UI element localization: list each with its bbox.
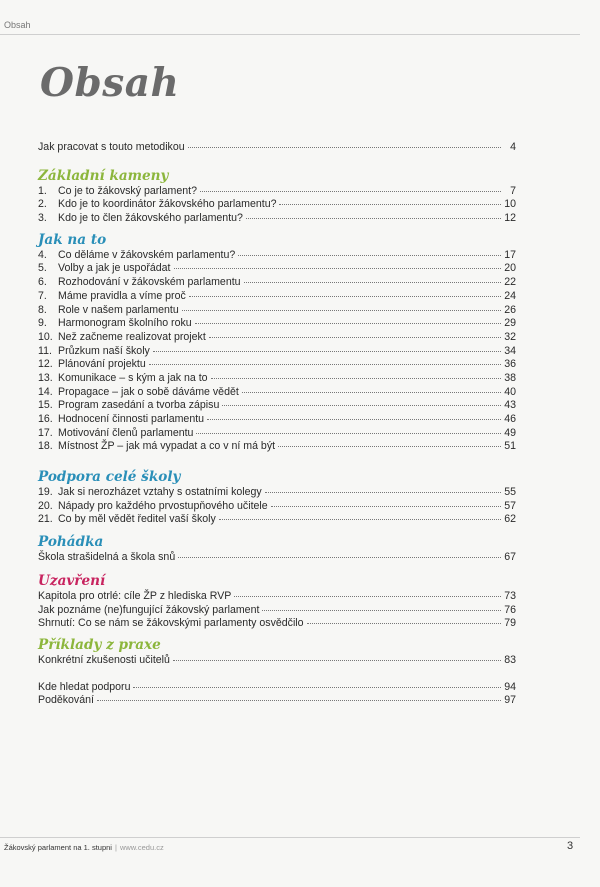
- dot-leader: [178, 557, 501, 558]
- toc-entry[interactable]: [38, 304, 516, 318]
- header-divider: [0, 34, 580, 35]
- toc-entry-page: 79: [504, 617, 516, 630]
- toc-entry-page: 7: [510, 184, 516, 197]
- toc-entry[interactable]: [38, 331, 516, 345]
- toc-entry-page: 97: [504, 694, 516, 707]
- dot-leader: [211, 378, 501, 379]
- running-head: Obsah: [4, 20, 31, 30]
- toc-entry-label: Jak si nerozházet vztahy s ostatními kolegy: [58, 486, 262, 499]
- dot-leader: [174, 268, 502, 269]
- dot-leader: [279, 204, 501, 205]
- toc-entry-label: Rozhodování v žákovském parlamentu: [58, 276, 241, 289]
- toc-entry-label: Jak poznáme (ne)fungující žákovský parlament: [38, 603, 260, 616]
- section-list-priklady: [38, 654, 516, 668]
- dot-leader: [265, 492, 501, 493]
- toc-entry-page: 34: [504, 344, 516, 357]
- toc-entry-page: 40: [504, 385, 516, 398]
- toc-entry-page: 49: [504, 426, 516, 439]
- section-heading-podpora: Podpora celé školy: [38, 469, 181, 486]
- toc-entry-page: 62: [504, 513, 516, 526]
- toc-entry-label: Motivování členů parlamentu: [58, 426, 194, 439]
- toc-entry-number: 18.: [38, 440, 53, 453]
- toc-entry-label: Škola strašidelná a škola snů: [38, 551, 176, 564]
- toc-entry[interactable]: [38, 262, 516, 276]
- toc-entry-label: Než začneme realizovat projekt: [58, 330, 206, 343]
- toc-entry-number: 8.: [38, 303, 47, 316]
- toc-entry-number: 17.: [38, 426, 53, 439]
- toc-entry[interactable]: [38, 290, 516, 304]
- toc-entry[interactable]: [38, 317, 516, 331]
- toc-entry-number: 3.: [38, 212, 47, 225]
- toc-entry-page: 67: [504, 551, 516, 564]
- section-heading-jak-na-to: Jak na to: [38, 231, 107, 248]
- dot-leader: [271, 506, 501, 507]
- dot-leader: [262, 610, 501, 611]
- section-heading-pohadka: Pohádka: [38, 534, 104, 551]
- toc-entry[interactable]: [38, 276, 516, 290]
- dot-leader: [242, 392, 501, 393]
- toc-entry-number: 13.: [38, 371, 53, 384]
- toc-entry-label: Plánování projektu: [58, 358, 146, 371]
- page-number: 3: [567, 840, 574, 852]
- dot-leader: [153, 351, 501, 352]
- toc-entry[interactable]: [38, 413, 516, 427]
- toc-entry-label: Shrnutí: Co se nám se žákovskými parlamenty osvědčilo: [38, 617, 304, 630]
- dot-leader: [97, 700, 501, 701]
- toc-entry-label: Průzkum naší školy: [58, 344, 150, 357]
- toc-entry-label: Program zasedání a tvorba zápisu: [58, 399, 220, 412]
- dot-leader: [207, 419, 501, 420]
- section-list-zakladni-kameny: [38, 185, 516, 226]
- toc-entry-number: 10.: [38, 330, 53, 343]
- toc-entry-label: Volby a jak je uspořádat: [58, 262, 171, 275]
- toc-entry-page: 24: [504, 289, 516, 302]
- dot-leader: [200, 191, 501, 192]
- dot-leader: [234, 596, 501, 597]
- toc-entry-label: Co by měl vědět ředitel vaší školy: [58, 513, 216, 526]
- toc-entry-page: 76: [504, 603, 516, 616]
- toc-entry-number: 1.: [38, 184, 47, 197]
- section-list-pohadka: [38, 551, 516, 565]
- footer-divider: [0, 837, 580, 838]
- dot-leader: [244, 282, 501, 283]
- toc-entry[interactable]: [38, 513, 516, 527]
- dot-leader: [182, 310, 501, 311]
- toc-entry-number: 5.: [38, 262, 47, 275]
- toc-entry-page: 32: [504, 330, 516, 343]
- dot-leader: [238, 255, 501, 256]
- dot-leader: [278, 446, 501, 447]
- toc-entry-number: 7.: [38, 289, 47, 302]
- toc-entry-label: Kdo je to koordinátor žákovského parlamentu?: [58, 198, 277, 211]
- toc-entry-label: Kapitola pro otrlé: cíle ŽP z hlediska RVP: [38, 589, 232, 602]
- toc-entry-page: 36: [504, 358, 516, 371]
- toc-entry[interactable]: [38, 654, 516, 668]
- dot-leader: [219, 519, 501, 520]
- toc-entry[interactable]: [38, 500, 516, 514]
- closing-list: [38, 681, 516, 708]
- footer-url[interactable]: www.cedu.cz: [119, 843, 164, 852]
- toc-entry-label: Kde hledat podporu: [38, 680, 131, 693]
- dot-leader: [196, 433, 501, 434]
- toc-entry-page: 38: [504, 371, 516, 384]
- toc-entry-label: Kdo je to člen žákovského parlamentu?: [58, 212, 243, 225]
- toc-entry[interactable]: [38, 486, 516, 500]
- toc-entry-number: 9.: [38, 317, 47, 330]
- toc-entry-page: 55: [504, 486, 516, 499]
- toc-entry-label: Poděkování: [38, 694, 94, 707]
- toc-entry-label: Máme pravidla a víme proč: [58, 289, 186, 302]
- section-list-uzavreni: [38, 590, 516, 631]
- dot-leader: [133, 687, 501, 688]
- toc-entry-page: 83: [504, 653, 516, 666]
- toc-entry-page: 57: [504, 499, 516, 512]
- toc-entry-intro[interactable]: [38, 141, 516, 155]
- toc-entry[interactable]: [38, 551, 516, 565]
- toc-entry-page: 73: [504, 589, 516, 602]
- toc-entry-page: 4: [510, 141, 516, 153]
- toc-entry[interactable]: [38, 212, 516, 226]
- toc-entry-label: Místnost ŽP – jak má vypadat a co v ní má být: [58, 440, 276, 453]
- toc-entry[interactable]: [38, 386, 516, 400]
- toc-entry-number: 16.: [38, 413, 53, 425]
- toc-entry[interactable]: [38, 345, 516, 359]
- section-heading-uzavreni: Uzavření: [38, 572, 106, 589]
- dot-leader: [209, 337, 501, 338]
- toc-entry-number: 6.: [38, 276, 47, 289]
- section-list-jak-na-to: [38, 249, 516, 454]
- toc-entry-label: Nápady pro každého prvostupňového učitele: [58, 499, 268, 512]
- toc-entry-page: 51: [504, 440, 516, 453]
- toc-entry-number: 21.: [38, 513, 53, 526]
- toc-entry-label: Hodnocení činnosti parlamentu: [58, 413, 205, 425]
- toc-entry[interactable]: [38, 617, 516, 631]
- toc-entry-page: 17: [504, 248, 516, 261]
- toc-entry[interactable]: [38, 427, 516, 441]
- page-title: Obsah: [40, 60, 180, 106]
- toc-entry[interactable]: [38, 399, 516, 413]
- toc-entry[interactable]: [38, 358, 516, 372]
- toc-entry-label: Role v našem parlamentu: [58, 303, 179, 316]
- toc-entry[interactable]: [38, 681, 516, 695]
- footer: [4, 843, 164, 852]
- toc-entry[interactable]: [38, 372, 516, 386]
- footer-separator: |: [114, 843, 117, 852]
- toc-entry-page: 29: [504, 317, 516, 330]
- toc-entry[interactable]: [38, 185, 516, 199]
- toc-entry-number: 12.: [38, 358, 53, 371]
- toc-entry-page: 12: [504, 212, 516, 225]
- toc-entry-page: 20: [504, 262, 516, 275]
- toc-entry-number: 15.: [38, 399, 53, 412]
- toc-entry-label: Harmonogram školního roku: [58, 317, 192, 330]
- toc-entry-label: Co děláme v žákovském parlamentu?: [58, 248, 236, 261]
- dot-leader: [149, 364, 501, 365]
- section-list-podpora: [38, 486, 516, 527]
- dot-leader: [173, 660, 501, 661]
- toc-entry-page: 26: [504, 303, 516, 316]
- toc-entry-label: Co je to žákovský parlament?: [58, 184, 197, 197]
- toc-entry[interactable]: [38, 198, 516, 212]
- toc-entry[interactable]: [38, 590, 516, 604]
- section-heading-priklady: Příklady z praxe: [38, 636, 161, 653]
- dot-leader: [307, 623, 501, 624]
- toc-entry-number: 2.: [38, 198, 47, 211]
- dot-leader: [222, 405, 501, 406]
- toc-entry-number: 11.: [38, 344, 52, 357]
- toc-entry-page: 46: [504, 413, 516, 425]
- table-of-contents: [38, 141, 516, 708]
- toc-entry[interactable]: [38, 249, 516, 263]
- toc-entry-number: 20.: [38, 499, 53, 512]
- toc-entry-page: 10: [504, 198, 516, 211]
- toc-entry[interactable]: [38, 440, 516, 454]
- toc-entry-page: 43: [504, 399, 516, 412]
- toc-entry-number: 14.: [38, 385, 53, 398]
- toc-entry[interactable]: [38, 694, 516, 708]
- section-heading-zakladni-kameny: Základní kameny: [38, 167, 169, 184]
- toc-entry[interactable]: [38, 604, 516, 618]
- toc-entry-label: Jak pracovat s touto metodikou: [38, 141, 185, 153]
- toc-entry-label: Konkrétní zkušenosti učitelů: [38, 653, 170, 666]
- toc-entry-label: Komunikace – s kým a jak na to: [58, 371, 208, 384]
- dot-leader: [188, 147, 501, 148]
- toc-entry-page: 22: [504, 276, 516, 289]
- footer-title: Žákovský parlament na 1. stupni: [4, 843, 112, 852]
- toc-entry-page: 94: [504, 680, 516, 693]
- dot-leader: [246, 218, 501, 219]
- dot-leader: [189, 296, 501, 297]
- toc-entry-number: 4.: [38, 248, 47, 261]
- toc-entry-label: Propagace – jak o sobě dáváme vědět: [58, 385, 239, 398]
- toc-entry-number: 19.: [38, 486, 53, 499]
- dot-leader: [195, 323, 501, 324]
